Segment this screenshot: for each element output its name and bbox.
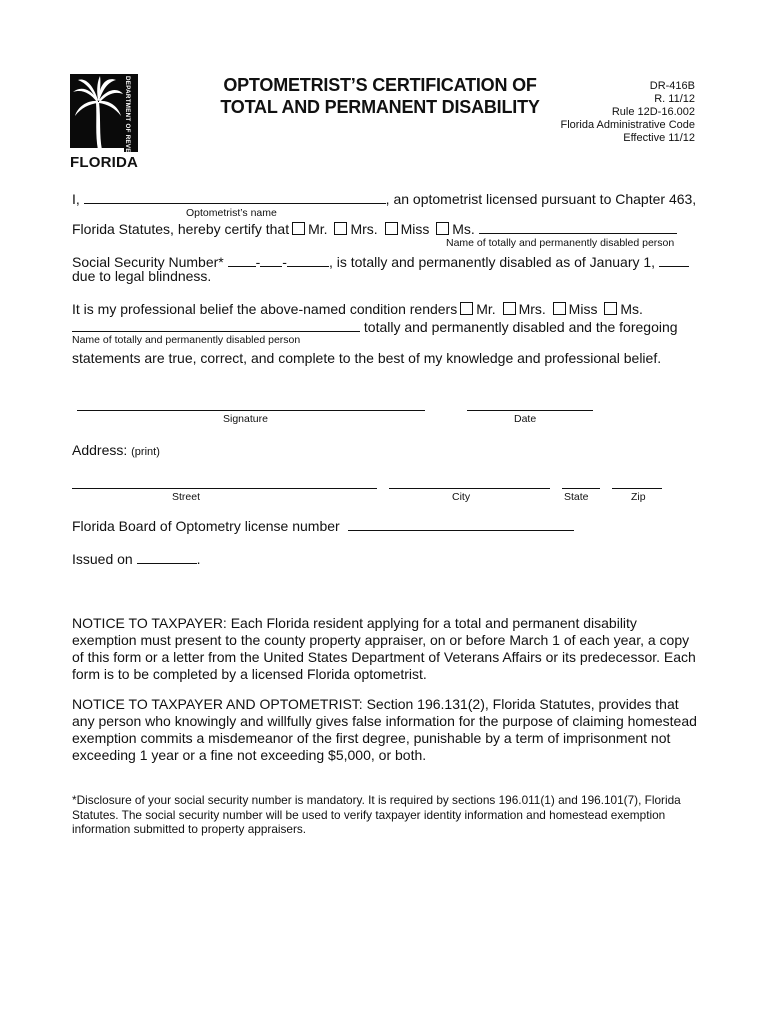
- notice-to-taxpayer: NOTICE TO TAXPAYER: Each Florida resident applying for a total and permanent disability exemption must present to the county property appraiser, on or before March 1 of each year, a copy of this form or a letter from the United States Department of Veterans Affairs or its predecessor. Each form is to be completed by a licensed Florida optometrist.: [72, 615, 696, 682]
- cert-i-prefix: I,: [72, 191, 80, 207]
- state-caption: State: [564, 491, 589, 503]
- address-label-row: [72, 442, 160, 461]
- address-label: Address:: [72, 442, 128, 458]
- issued-period: .: [196, 551, 201, 567]
- date-field[interactable]: [467, 410, 593, 411]
- form-number: DR-416B: [649, 80, 695, 92]
- mr-checkbox[interactable]: [292, 222, 305, 235]
- issued-date-field[interactable]: [137, 550, 197, 564]
- ssn-part-2-field[interactable]: [260, 253, 282, 267]
- optometrist-name-field[interactable]: [84, 190, 386, 204]
- mr-label: Mr.: [308, 221, 328, 237]
- ssn-disclosure: *Disclosure of your social security number is mandatory. It is required by sections 196.011(1) and 196.101(7), Florida Statutes. The social security number will be used to verify taxpayer identity information and homestead exemption information submitted to property appraisers.: [72, 793, 681, 836]
- optometrist-name-caption: Optometrist’s name: [186, 207, 277, 219]
- street-field[interactable]: [72, 488, 377, 489]
- belief-miss-checkbox[interactable]: [553, 302, 566, 315]
- city-caption: City: [452, 491, 471, 503]
- logo-department-text: DEPARTMENT OF REVENUE: [124, 76, 131, 167]
- disabled-person-caption: Name of totally and permanently disabled person: [446, 237, 675, 249]
- belief-miss-label: Miss: [568, 301, 598, 317]
- street-caption: Street: [172, 491, 201, 503]
- cert-line-1: [72, 190, 696, 208]
- form-identifier: [560, 80, 695, 145]
- logo-wordmark: FLORIDA: [70, 154, 139, 171]
- due-to-text: due to legal blindness.: [72, 268, 212, 284]
- form-rule: Rule 12D-16.002: [611, 106, 695, 118]
- form-code: Florida Administrative Code: [560, 119, 695, 131]
- zip-field[interactable]: [612, 488, 662, 489]
- belief-mrs-checkbox[interactable]: [503, 302, 516, 315]
- belief-ms-label: Ms.: [620, 301, 643, 317]
- cert-licensed-text: , an optometrist licensed pursuant to Chapter 463,: [385, 191, 697, 207]
- disabled-as-of-text: , is totally and permanently disabled as of January 1,: [328, 254, 656, 270]
- issued-row: [72, 550, 201, 568]
- belief-name-caption: Name of totally and permanently disabled person: [72, 334, 301, 346]
- belief-name-field[interactable]: [72, 318, 360, 332]
- form-revision: R. 11/12: [654, 93, 695, 105]
- license-row: [72, 517, 574, 535]
- ms-label: Ms.: [452, 221, 475, 237]
- belief-continuation-text: totally and permanently disabled and the foregoing: [363, 319, 678, 335]
- belief-mr-checkbox[interactable]: [460, 302, 473, 315]
- ssn-label: Social Security Number*: [72, 254, 224, 270]
- palm-tree-icon: [70, 74, 124, 152]
- date-caption: Date: [514, 413, 537, 425]
- ssn-part-1-field[interactable]: [228, 253, 256, 267]
- belief-line: [72, 301, 643, 318]
- florida-dor-logo: [70, 74, 138, 170]
- license-label: Florida Board of Optometry license number: [72, 518, 340, 534]
- disabled-person-name-field[interactable]: [479, 220, 677, 234]
- mrs-checkbox[interactable]: [334, 222, 347, 235]
- ssn-dash-1: -: [255, 254, 261, 270]
- notice-to-taxpayer-and-optometrist: NOTICE TO TAXPAYER AND OPTOMETRIST: Section 196.131(2), Florida Statutes, provides that any person who knowingly and willfully gives false information for the purpose of claiming homestead exemption commits a misdemeanor of the first degree, punishable by a term of imprisonment not exceeding 1 year or a fine not exceeding $5,000, or both.: [72, 696, 697, 763]
- ms-checkbox[interactable]: [436, 222, 449, 235]
- belief-ms-checkbox[interactable]: [604, 302, 617, 315]
- signature-field[interactable]: [77, 410, 425, 411]
- signature-caption: Signature: [223, 413, 268, 425]
- belief-mrs-label: Mrs.: [518, 301, 546, 317]
- address-print-note: (print): [131, 446, 160, 458]
- zip-caption: Zip: [631, 491, 646, 503]
- year-field[interactable]: [659, 253, 689, 267]
- city-field[interactable]: [389, 488, 550, 489]
- title-line-1: OPTOMETRIST’S CERTIFICATION OF: [223, 75, 537, 95]
- belief-text: It is my professional belief the above-named condition renders: [72, 301, 458, 317]
- mrs-label: Mrs.: [350, 221, 378, 237]
- miss-label: Miss: [400, 221, 430, 237]
- cert-statutes-text: Florida Statutes, hereby certify that: [72, 221, 290, 237]
- license-number-field[interactable]: [348, 517, 574, 531]
- issued-label: Issued on: [72, 551, 133, 567]
- form-effective: Effective 11/12: [623, 132, 695, 144]
- belief-mr-label: Mr.: [476, 301, 496, 317]
- cert-line-2: [72, 220, 677, 238]
- state-field[interactable]: [562, 488, 600, 489]
- ssn-dash-2: -: [282, 254, 287, 270]
- title-line-2: TOTAL AND PERMANENT DISABILITY: [220, 97, 540, 117]
- statements-text: statements are true, correct, and complete to the best of my knowledge and professional belief.: [72, 350, 662, 366]
- miss-checkbox[interactable]: [385, 222, 398, 235]
- form-title: [160, 74, 600, 118]
- ssn-part-3-field[interactable]: [287, 253, 329, 267]
